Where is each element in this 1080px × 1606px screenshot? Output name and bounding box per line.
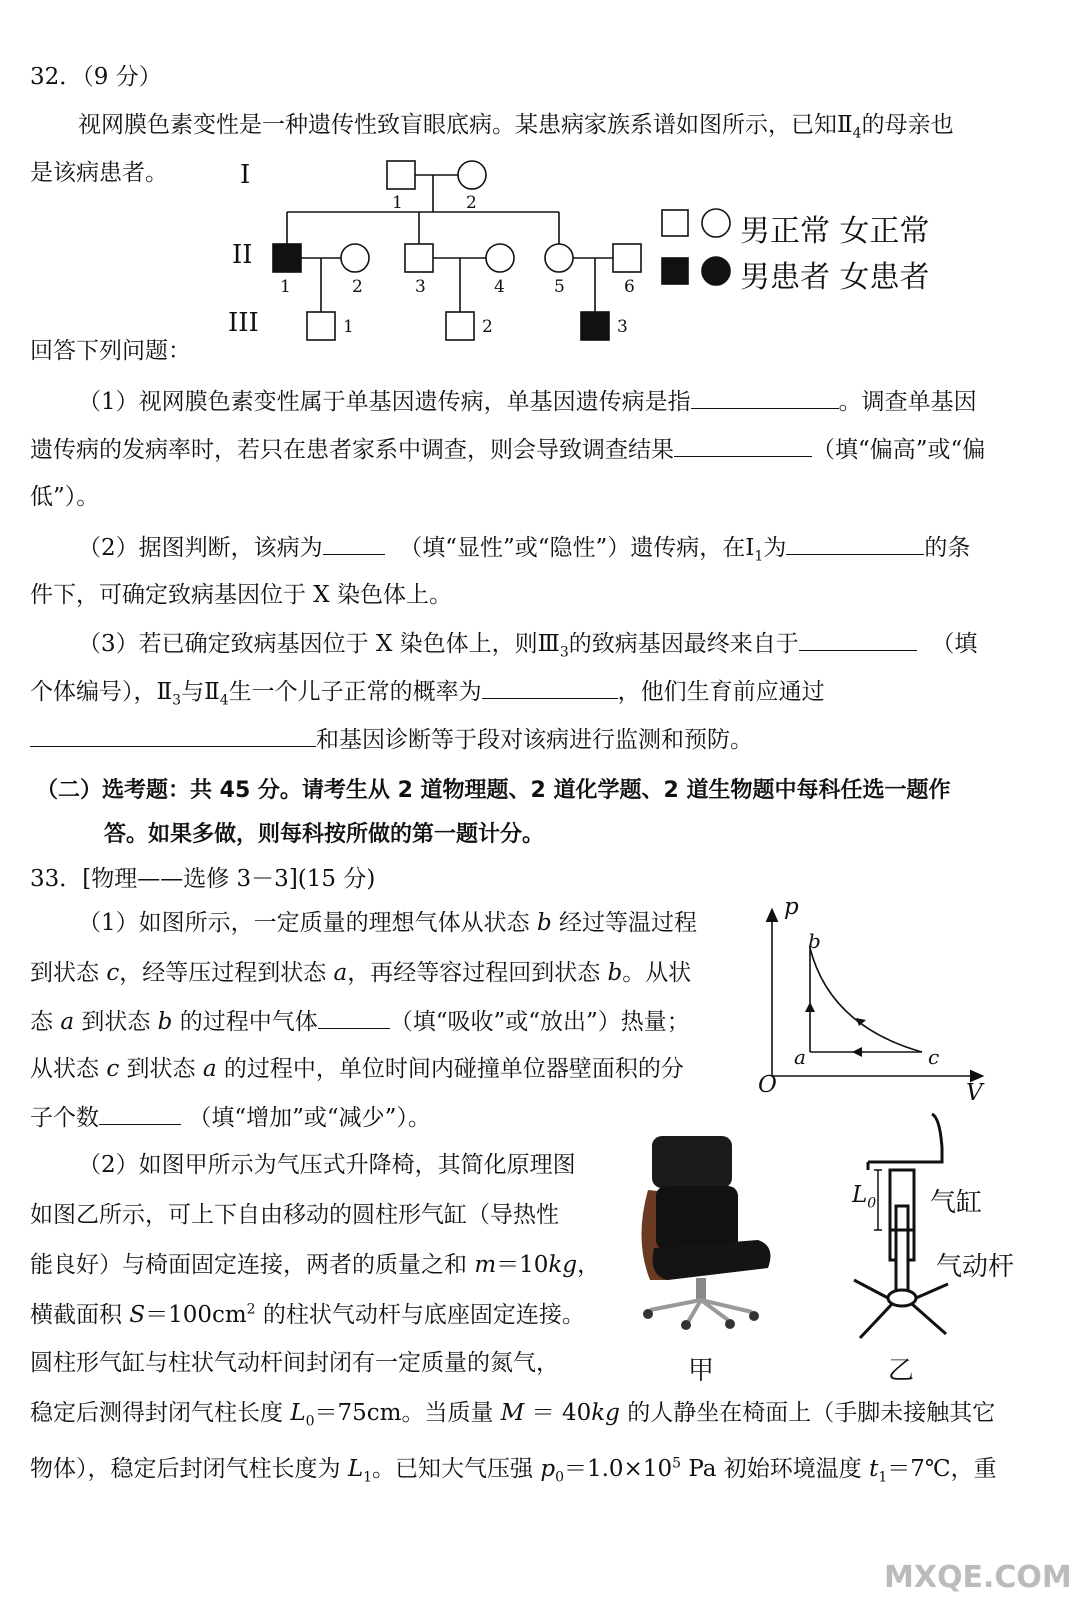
- blank-33-1a[interactable]: [318, 1006, 390, 1029]
- pedigree-id-I1: 1: [392, 193, 403, 213]
- q32-part3-line1: （3）若已确定致病基因位于 X 染色体上，则$Ⅲ_3$的致病基因最终来自于 （填: [78, 628, 977, 659]
- blank-3b[interactable]: [482, 676, 618, 699]
- pedigree-II6-male-normal: [613, 244, 641, 272]
- pv-label-O: O: [758, 1072, 777, 1098]
- pedigree-III3-male-affected: [581, 312, 609, 340]
- legend-normal: 男正常 女正常: [740, 214, 930, 249]
- pedigree-I1-male-normal: [387, 161, 415, 189]
- watermark-logo: MXQE.COM: [884, 1560, 1072, 1595]
- q33-p2-line4: 横截面积 $S=100cm^2$ 的柱状气动杆与底座固定连接。: [30, 1301, 585, 1328]
- q32-number: 32．（9 分）: [30, 64, 162, 90]
- pedigree-id-II4: 4: [494, 277, 505, 297]
- q32-part1-line1: （1）视网膜色素变性属于单基因遗传病，单基因遗传病是指 。调查单基因: [78, 386, 977, 417]
- pedigree-id-III3: 3: [617, 317, 628, 337]
- q33-p2-line3: 能良好）与椅面固定连接，两者的质量之和 m＝10kg，: [30, 1252, 601, 1278]
- blank-2a[interactable]: [323, 532, 385, 555]
- q33-p1-line3: 态 a 到状态 b 的过程中气体 （填“吸收”或“放出”）热量；: [30, 1006, 690, 1037]
- isotherm-b-to-c: [810, 948, 922, 1052]
- q33-p2-line6: 稳定后测得封闭气柱长度 $L_0=75cm$。当质量 M ＝ 40kg 的人静坐在椅面上（手脚未接触其它: [30, 1400, 996, 1430]
- gen-label-II: II: [232, 240, 253, 270]
- blank-3a[interactable]: [799, 628, 917, 651]
- q32-part2-line1: （2）据图判断，该病为 （填“显性”或“隐性”）遗传病，在$Ⅰ_1$为 的条: [78, 532, 970, 563]
- label-rod: 气动杆: [936, 1252, 1015, 1282]
- pedigree-id-II6: 6: [624, 277, 635, 297]
- chair-headrest: [652, 1136, 732, 1188]
- pedigree-I2-female-normal: [458, 161, 486, 189]
- legend-affected: 男患者 女患者: [740, 260, 930, 295]
- gen-label-III: III: [228, 308, 259, 338]
- figure-label-yi: 乙: [888, 1356, 915, 1386]
- pv-label-a: a: [794, 1045, 806, 1069]
- q32-intro: 视网膜色素变性是一种遗传性致盲眼底病。某患病家族系谱如图所示，已知$Ⅱ_4$的母亲也: [78, 112, 954, 142]
- pedigree-II3-male-normal: [405, 244, 433, 272]
- pedigree-id-I2: 2: [466, 193, 477, 213]
- q33-p1-line2: 到状态 c，经等压过程到状态 a，再经等容过程回到状态 b。从状: [30, 960, 692, 986]
- q33-p2-line7: 物体），稳定后封闭气柱长度为 $L_1$。已知大气压强 $p_0=1.0\times 10^5$ Pa 初始环境温度 $t_1=7℃$，重: [30, 1455, 997, 1486]
- q32-part1-line3: 低”）。: [30, 484, 100, 510]
- pedigree-II5-female-normal: [545, 244, 573, 272]
- q32-part3-line3: 和基因诊断等于段对该病进行监测和预防。: [30, 724, 753, 755]
- q33-p2-line5: 圆柱形气缸与柱状气动杆间封闭有一定质量的氮气，: [30, 1350, 559, 1376]
- section2-heading: （二）选考题：共 45 分。请考生从 2 道物理题、2 道化学题、2 道生物题中每科任选一题作: [36, 778, 951, 803]
- q33-p2-line2: 如图乙所示，可上下自由移动的圆柱形气缸（导热性: [30, 1202, 559, 1228]
- q32-intro-cont: 是该病患者。: [30, 160, 168, 186]
- chair-back: [656, 1186, 738, 1250]
- schematic-L0: $L_0$: [852, 1182, 877, 1212]
- q33-p1-line1: （1）如图所示，一定质量的理想气体从状态 b 经过等温过程: [78, 910, 697, 936]
- section2-heading-cont: 答。如果多做，则每科按所做的第一题计分。: [104, 822, 545, 847]
- pedigree-id-III2: 2: [482, 317, 493, 337]
- q33-number: 33．[物理——选修 3－3](15 分): [30, 866, 376, 892]
- pv-label-b: b: [808, 929, 821, 953]
- chair-photo: [628, 1130, 788, 1330]
- schematic-seat: [868, 1114, 942, 1162]
- gen-label-I: I: [240, 160, 251, 190]
- label-cylinder: 气缸: [930, 1188, 983, 1218]
- pedigree-legend-symbols: [658, 206, 738, 296]
- pv-label-V: V: [966, 1080, 983, 1106]
- pv-label-c: c: [928, 1045, 940, 1069]
- q33-p1-line4: 从状态 c 到状态 a 的过程中，单位时间内碰撞单位器壁面积的分: [30, 1056, 684, 1082]
- q32-answer-prompt: 回答下列问题：: [30, 338, 191, 364]
- schematic-rod: [896, 1206, 908, 1298]
- q32-part2-line2: 件下，可确定致病基因位于 X 染色体上。: [30, 582, 452, 608]
- q32-part1-line2: 遗传病的发病率时，若只在患者家系中调查，则会导致调查结果 （填“偏高”或“偏: [30, 434, 985, 465]
- pedigree-id-III1: 1: [343, 317, 354, 337]
- blank-2b[interactable]: [786, 532, 924, 555]
- figure-label-jia: 甲: [688, 1356, 715, 1386]
- q33-p1-line5: 子个数 （填“增加”或“减少”）。: [30, 1102, 431, 1133]
- pedigree-id-II5: 5: [554, 277, 565, 297]
- pedigree-III1-male-normal: [307, 312, 335, 340]
- pedigree-III2-male-normal: [446, 312, 474, 340]
- pedigree-II2-female-normal: [341, 244, 369, 272]
- pv-graph: [752, 896, 992, 1106]
- chair-column: [696, 1278, 706, 1300]
- chair-schematic: [846, 1108, 956, 1344]
- blank-1b[interactable]: [674, 434, 812, 457]
- blank-1a[interactable]: [691, 386, 839, 409]
- pedigree-id-II3: 3: [415, 277, 426, 297]
- blank-3c[interactable]: [30, 724, 316, 747]
- blank-33-1b[interactable]: [99, 1102, 181, 1125]
- q32-part3-line2: 个体编号），$Ⅱ_3$与$Ⅱ_4$生一个儿子正常的概率为 ，他们生育前应通过: [30, 676, 825, 707]
- pedigree-id-II1: 1: [280, 277, 291, 297]
- pedigree-II1-male-affected: [273, 244, 301, 272]
- pedigree-II4-female-normal: [486, 244, 514, 272]
- pv-label-p: p: [784, 894, 799, 920]
- pedigree-chart: [225, 150, 655, 350]
- q33-p2-line1: （2）如图甲所示为气压式升降椅，其简化原理图: [78, 1152, 576, 1178]
- pedigree-id-II2: 2: [352, 277, 363, 297]
